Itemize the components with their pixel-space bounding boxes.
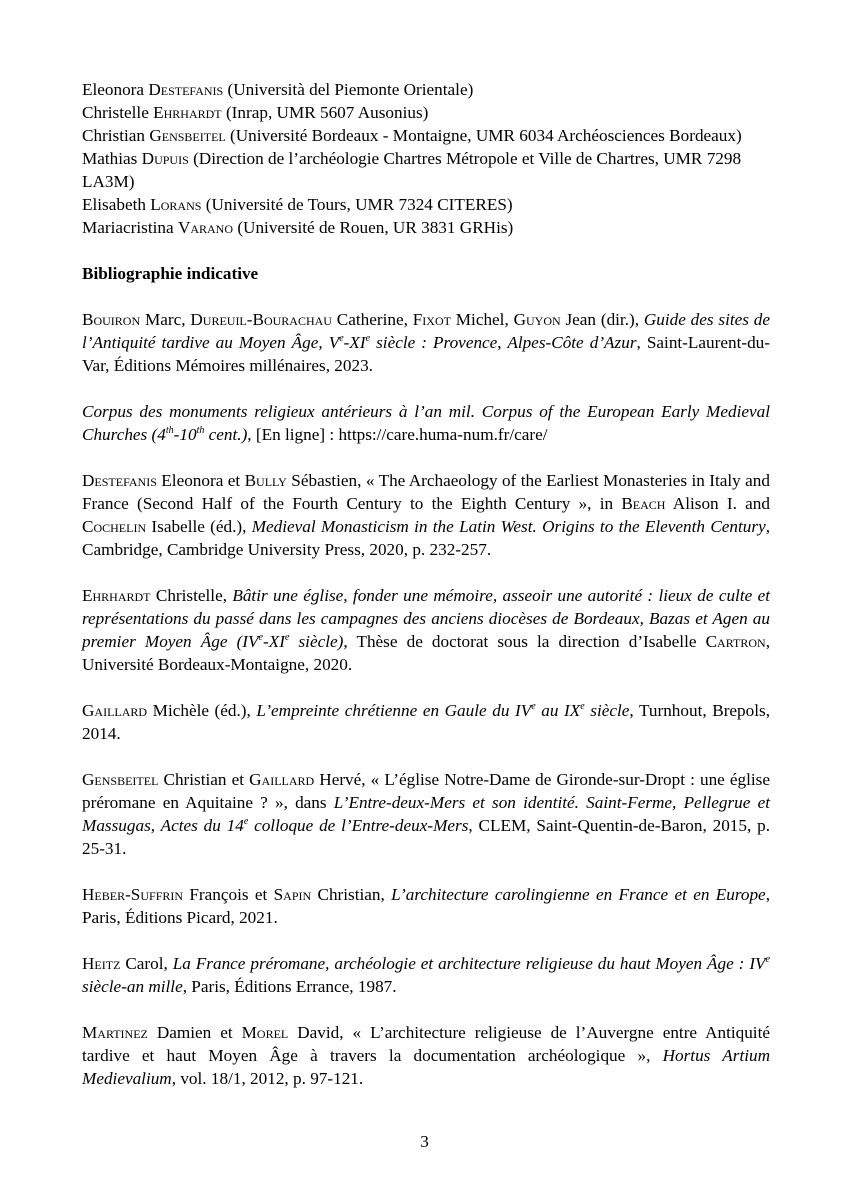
entry-segment: Bouiron bbox=[82, 310, 141, 329]
member-last-name: Ehrhardt bbox=[153, 103, 222, 122]
member-affiliation: (Direction de l’archéologie Chartres Métropole et Ville de Chartres, UMR 7298 LA3M) bbox=[82, 149, 742, 191]
entry-segment: Sapin bbox=[273, 885, 312, 904]
page-content bbox=[82, 78, 770, 1113]
entry-segment: François et bbox=[183, 885, 274, 904]
entry-segment: Isabelle (éd.), bbox=[146, 517, 252, 536]
entry-segment: Corpus des monuments religieux antérieurs à l’an mil. Corpus of the European Early Medieval Churches (4 bbox=[82, 402, 770, 444]
entry-segment: Ehrhardt bbox=[82, 586, 151, 605]
member-affiliation: (Inrap, UMR 5607 Ausonius) bbox=[221, 103, 429, 122]
entry-segment: Gensbeitel bbox=[82, 770, 159, 789]
entry-segment: Heitz bbox=[82, 954, 121, 973]
committee-member bbox=[82, 193, 770, 216]
entry-segment: La France préromane, archéologie et architecture religieuse du haut Moyen Âge : IV bbox=[172, 954, 766, 973]
entry-segment: -XI bbox=[343, 333, 366, 352]
entry-segment: Christian et bbox=[158, 770, 250, 789]
member-first-name: Mathias bbox=[82, 149, 138, 168]
entry-segment: , Turnhout, Brepols, 2014. bbox=[82, 701, 770, 743]
bibliography-entry bbox=[82, 699, 770, 745]
entry-segment: Sébastien, « The Archaeology of the Earliest Monasteries in Italy and France (Second Half of the Fourth Century to the Eighth Century », in bbox=[82, 471, 770, 513]
entry-segment: siècle bbox=[584, 701, 630, 720]
member-first-name: Eleonora bbox=[82, 80, 145, 99]
bibliography-entry bbox=[82, 400, 770, 446]
entry-segment: Michèle (éd.), bbox=[147, 701, 257, 720]
entry-segment: th bbox=[196, 425, 205, 436]
entry-segment: colloque de l’Entre-deux-Mers bbox=[248, 816, 469, 835]
bibliography-entry bbox=[82, 308, 770, 377]
entry-segment: e bbox=[243, 816, 249, 827]
entry-segment: siècle) bbox=[289, 632, 344, 651]
entry-segment: Christian, bbox=[311, 885, 392, 904]
entry-segment: , vol. 18/1, 2012, p. 97-121. bbox=[171, 1069, 364, 1088]
entry-segment: e bbox=[531, 701, 536, 712]
entry-segment: Heber-Suffrin bbox=[82, 885, 184, 904]
entry-segment: e bbox=[258, 632, 263, 643]
entry-segment: , Saint-Laurent-du-Var, Éditions Mémoires millénaires, 2023. bbox=[82, 333, 770, 375]
member-first-name: Christelle bbox=[82, 103, 149, 122]
entry-segment: th bbox=[165, 425, 174, 436]
entry-segment: Morel bbox=[241, 1023, 289, 1042]
entry-segment: Bully bbox=[244, 471, 287, 490]
member-affiliation: (Université de Rouen, UR 3831 GRHis) bbox=[233, 218, 514, 237]
entry-segment: Hervé, « L’église Notre-Dame de Gironde-sur-Dropt : une église préromane en Aquitaine ? », dans bbox=[82, 770, 770, 812]
entry-segment: Michel, bbox=[450, 310, 514, 329]
entry-segment: Dureuil-Bourachau bbox=[190, 310, 332, 329]
member-last-name: Gensbeitel bbox=[149, 126, 226, 145]
bibliography-heading: Bibliographie indicative bbox=[82, 264, 259, 283]
bibliography-entry bbox=[82, 584, 770, 676]
page-number: 3 bbox=[420, 1132, 429, 1151]
entry-segment: , Paris, Éditions Picard, 2021. bbox=[82, 885, 770, 927]
entry-segment: L’architecture carolingienne en France et en Europe bbox=[391, 885, 766, 904]
entry-segment: siècle : Provence, Alpes-Côte d’Azur bbox=[370, 333, 637, 352]
member-affiliation: (Université de Tours, UMR 7324 CITERES) bbox=[201, 195, 513, 214]
entry-segment: , CLEM, Saint-Quentin-de-Baron, 2015, p. 25-31. bbox=[82, 816, 770, 858]
entry-segment: , Paris, Éditions Errance, 1987. bbox=[182, 977, 397, 996]
committee-member bbox=[82, 216, 770, 239]
entry-segment: Bâtir une église, fonder une mémoire, asseoir une autorité : lieux de culte et représentations du passé dans les campagnes des anciens diocèses de Bordeaux, Bazas et Agen au premier Moyen Âge (IV bbox=[82, 586, 770, 651]
entry-segment: Hortus Artium Medievalium bbox=[82, 1046, 770, 1088]
bibliography-entry bbox=[82, 952, 770, 998]
entry-segment: Fixot bbox=[412, 310, 451, 329]
member-first-name: Christian bbox=[82, 126, 146, 145]
bibliography-list bbox=[82, 308, 770, 1090]
member-last-name: Dupuis bbox=[141, 149, 189, 168]
entry-segment: Eleonora et bbox=[156, 471, 245, 490]
entry-segment: e bbox=[284, 632, 290, 643]
entry-segment: Marc, bbox=[140, 310, 191, 329]
member-first-name: Mariacristina bbox=[82, 218, 174, 237]
entry-segment: Gaillard bbox=[249, 770, 315, 789]
committee-member-list bbox=[82, 78, 770, 239]
entry-segment: Christelle, bbox=[150, 586, 233, 605]
entry-segment: Martinez bbox=[82, 1023, 148, 1042]
bibliography-entry bbox=[82, 768, 770, 860]
bibliography-entry bbox=[82, 469, 770, 561]
entry-segment: Damien et bbox=[147, 1023, 242, 1042]
bibliography-entry bbox=[82, 883, 770, 929]
entry-segment: Beach bbox=[621, 494, 666, 513]
entry-segment: , [En ligne] : https://care.huma-num.fr/care/ bbox=[247, 425, 548, 444]
entry-segment: -XI bbox=[262, 632, 285, 651]
committee-member bbox=[82, 147, 770, 193]
entry-segment: -10 bbox=[173, 425, 197, 444]
entry-segment: e bbox=[580, 701, 585, 712]
entry-segment: Jean (dir.), bbox=[560, 310, 644, 329]
entry-segment: Cochelin bbox=[82, 517, 147, 536]
entry-segment: e bbox=[765, 954, 770, 965]
entry-segment: Guide des sites de l’Antiquité tardive au Moyen Âge, V bbox=[82, 310, 771, 352]
entry-segment: Catherine, bbox=[331, 310, 413, 329]
member-last-name: Destefanis bbox=[148, 80, 224, 99]
entry-segment: David, « L’architecture religieuse de l’Auvergne entre Antiquité tardive et haut Moyen Âge à travers la documentation archéologique », bbox=[82, 1023, 770, 1065]
entry-segment: Destefanis bbox=[82, 471, 157, 490]
committee-member bbox=[82, 101, 770, 124]
committee-member bbox=[82, 124, 770, 147]
entry-segment: L’empreinte chrétienne en Gaule du IV bbox=[256, 701, 532, 720]
entry-segment: e bbox=[365, 333, 371, 344]
entry-segment: e bbox=[339, 333, 344, 344]
member-affiliation: (Université Bordeaux - Montaigne, UMR 6034 Archéosciences Bordeaux) bbox=[225, 126, 742, 145]
entry-segment: Alison I. and bbox=[665, 494, 770, 513]
member-affiliation: (Università del Piemonte Orientale) bbox=[223, 80, 474, 99]
entry-segment: siècle-an mille bbox=[82, 977, 183, 996]
entry-segment: , Université Bordeaux-Montaigne, 2020. bbox=[82, 632, 770, 674]
entry-segment: Medieval Monasticism in the Latin West. Origins to the Eleventh Century bbox=[251, 517, 766, 536]
entry-segment: , Cambridge, Cambridge University Press, 2020, p. 232-257. bbox=[82, 517, 770, 559]
entry-segment: , Thèse de doctorat sous la direction d’Isabelle bbox=[343, 632, 706, 651]
entry-segment: Cartron bbox=[705, 632, 766, 651]
member-last-name: Varano bbox=[177, 218, 234, 237]
entry-segment: cent.) bbox=[204, 425, 248, 444]
entry-segment: L’Entre-deux-Mers et son identité. Saint-Ferme, Pellegrue et Massugas, Actes du 14 bbox=[82, 793, 770, 835]
entry-segment: Carol, bbox=[120, 954, 173, 973]
committee-member bbox=[82, 78, 770, 101]
member-first-name: Elisabeth bbox=[82, 195, 146, 214]
entry-segment: Gaillard bbox=[82, 701, 148, 720]
bibliography-entry bbox=[82, 1021, 770, 1090]
member-last-name: Lorans bbox=[150, 195, 202, 214]
entry-segment: Guyon bbox=[513, 310, 561, 329]
entry-segment: au IX bbox=[535, 701, 581, 720]
